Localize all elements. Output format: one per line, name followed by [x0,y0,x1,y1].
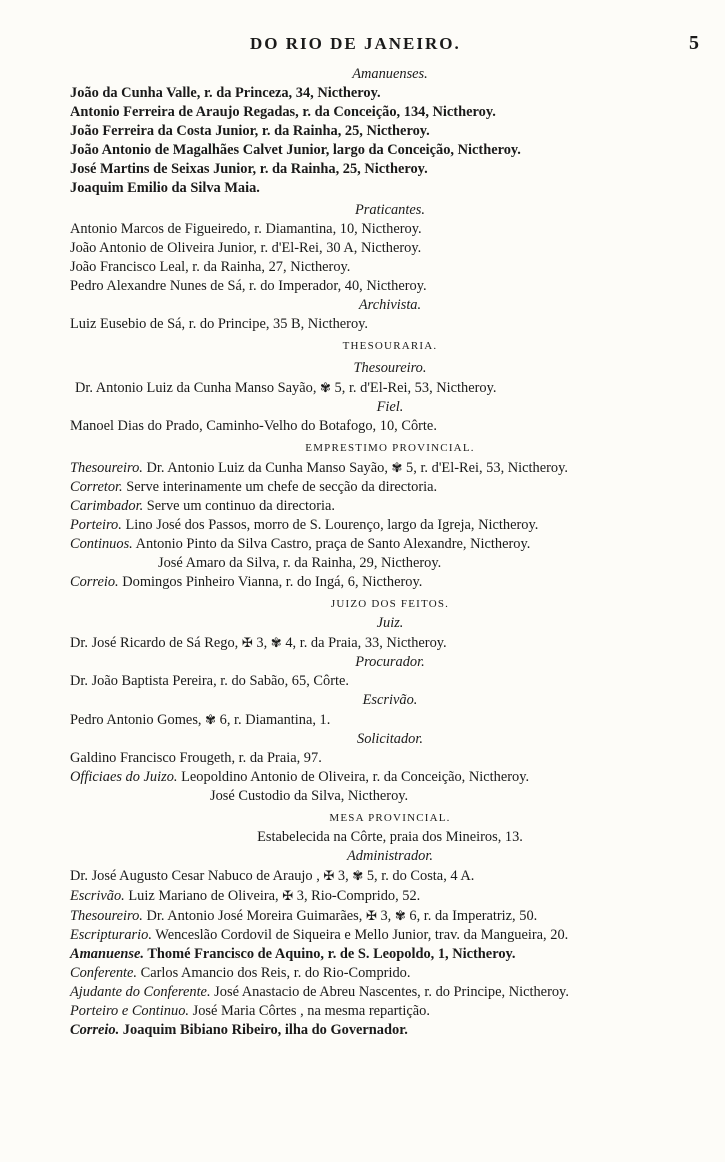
mesa-escripturario: Escripturario. Wenceslão Cordovil de Siqueira e Mello Junior, trav. da Mangueira, 20. [70,927,569,943]
mesa-porteiro: Porteiro e Continuo. José Maria Côrtes , na mesma repartição. [70,1003,430,1019]
mesa-estabelecida: Estabelecida na Côrte, praia dos Mineiros, 13. [257,829,523,845]
mesa-thesoureiro: Thesoureiro. Dr. Antonio José Moreira Guimarães, ✠ 3, ✾ 6, r. da Imperatriz, 50. [70,908,538,924]
cross-order-icon: ✠ [282,888,294,903]
fiel-header: Fiel. [376,399,404,415]
mesa-section: MESA PROVINCIAL. [329,812,451,824]
solicitador-entry: Galdino Francisco Frougeth, r. da Praia, 97. [70,750,322,766]
mesa-correio: Correio. Joaquim Bibiano Ribeiro, ilha do Governador. [70,1022,408,1038]
rose-order-icon: ✾ [394,908,406,923]
amanuenses-header: Amanuenses. [352,66,428,82]
emprestimo-section: EMPRESTIMO PROVINCIAL. [305,442,475,454]
administrador-entry: Dr. José Augusto Cesar Nabuco de Araujo , ✠ 3, ✾ 5, r. do Costa, 4 A. [70,868,475,884]
escrivao-entry: Pedro Antonio Gomes, ✾ 6, r. Diamantina, 1. [70,712,331,728]
cross-order-icon: ✠ [241,635,253,650]
juiz-header: Juiz. [376,615,404,631]
rose-order-icon: ✾ [352,868,364,883]
emprestimo-continuos: Continuos. Antonio Pinto da Silva Castro, praça de Santo Alexandre, Nictheroy. [70,536,531,552]
mesa-amanuense: Amanuense. Thomé Francisco de Aquino, r. de S. Leopoldo, 1, Nictheroy. [70,946,516,962]
archivista-entry: Luiz Eusebio de Sá, r. do Principe, 35 B, Nictheroy. [70,316,369,332]
emprestimo-thesoureiro: Thesoureiro. Dr. Antonio Luiz da Cunha Manso Sayão, ✾ 5, r. d'El-Rei, 53, Nictheroy. [70,460,568,476]
page-body [70,65,710,1040]
praticante-entry: Antonio Marcos de Figueiredo, r. Diamantina, 10, Nictheroy. [70,221,422,237]
mesa-ajudante: Ajudante do Conferente. José Anastacio de Abreu Nascentes, r. do Principe, Nictheroy. [70,984,569,1000]
juiz-entry: Dr. José Ricardo de Sá Rego, ✠ 3, ✾ 4, r. da Praia, 33, Nictheroy. [70,635,447,651]
cross-order-icon: ✠ [323,868,335,883]
fiel-entry: Manoel Dias do Prado, Caminho-Velho do Botafogo, 10, Côrte. [70,418,437,434]
praticante-entry: Pedro Alexandre Nunes de Sá, r. do Imperador, 40, Nictheroy. [70,278,427,294]
juizo-section: JUIZO DOS FEITOS. [330,598,450,610]
rose-order-icon: ✾ [270,635,282,650]
rose-order-icon: ✾ [205,712,217,727]
amanuense-entry: Antonio Ferreira de Araujo Regadas, r. da Conceição, 134, Nictheroy. [70,104,496,120]
thesoureiro-header: Thesoureiro. [353,360,427,376]
praticante-entry: João Francisco Leal, r. da Rainha, 27, Nictheroy. [70,259,351,275]
praticante-entry: João Antonio de Oliveira Junior, r. d'El-Rei, 30 A, Nictheroy. [70,240,422,256]
solicitador-header: Solicitador. [357,731,423,747]
emprestimo-porteiro: Porteiro. Lino José dos Passos, morro de S. Lourenço, largo da Igreja, Nictheroy. [70,517,539,533]
amanuense-entry: João da Cunha Valle, r. da Princeza, 34, Nictheroy. [70,85,381,101]
rose-order-icon: ✾ [320,380,331,395]
mesa-escrivao: Escrivão. Luiz Mariano de Oliveira, ✠ 3, Rio-Comprido, 52. [70,888,421,904]
procurador-header: Procurador. [355,654,425,670]
officiaes-entry: Officiaes do Juizo. Leopoldino Antonio de Oliveira, r. da Conceição, Nictheroy. [70,769,530,785]
administrador-header: Administrador. [347,848,433,864]
running-title: DO RIO DE JANEIRO. [250,34,461,53]
officiaes-entry-2: José Custodio da Silva, Nictheroy. [210,788,409,804]
amanuense-entry: Joaquim Emilio da Silva Maia. [70,180,260,196]
mesa-conferente: Conferente. Carlos Amancio dos Reis, r. do Rio-Comprido. [70,965,411,981]
running-head [0,34,725,56]
amanuense-entry: José Martins de Seixas Junior, r. da Rainha, 25, Nictheroy. [70,161,428,177]
archivista-header: Archivista. [358,297,422,313]
praticantes-header: Praticantes. [355,202,425,218]
thesoureiro-entry: Dr. Antonio Luiz da Cunha Manso Sayão, ✾ 5, r. d'El-Rei, 53, Nictheroy. [75,380,497,396]
emprestimo-continuos-2: José Amaro da Silva, r. da Rainha, 29, Nictheroy. [158,555,442,571]
page-number: 5 [689,32,701,54]
emprestimo-correio: Correio. Domingos Pinheiro Vianna, r. do Ingá, 6, Nictheroy. [70,574,423,590]
amanuense-entry: João Ferreira da Costa Junior, r. da Rainha, 25, Nictheroy. [70,123,430,139]
amanuense-entry: João Antonio de Magalhães Calvet Junior, largo da Conceição, Nictheroy. [70,142,521,158]
emprestimo-carimbador: Carimbador. Serve um continuo da directoria. [70,498,335,514]
thesouraria-section: THESOURARIA. [342,340,438,352]
rose-order-icon: ✾ [391,460,403,475]
procurador-entry: Dr. João Baptista Pereira, r. do Sabão, 65, Côrte. [70,673,349,689]
cross-order-icon: ✠ [365,908,377,923]
emprestimo-corretor: Corretor. Serve interinamente um chefe de secção da directoria. [70,479,438,495]
escrivao-header: Escrivão. [362,692,418,708]
